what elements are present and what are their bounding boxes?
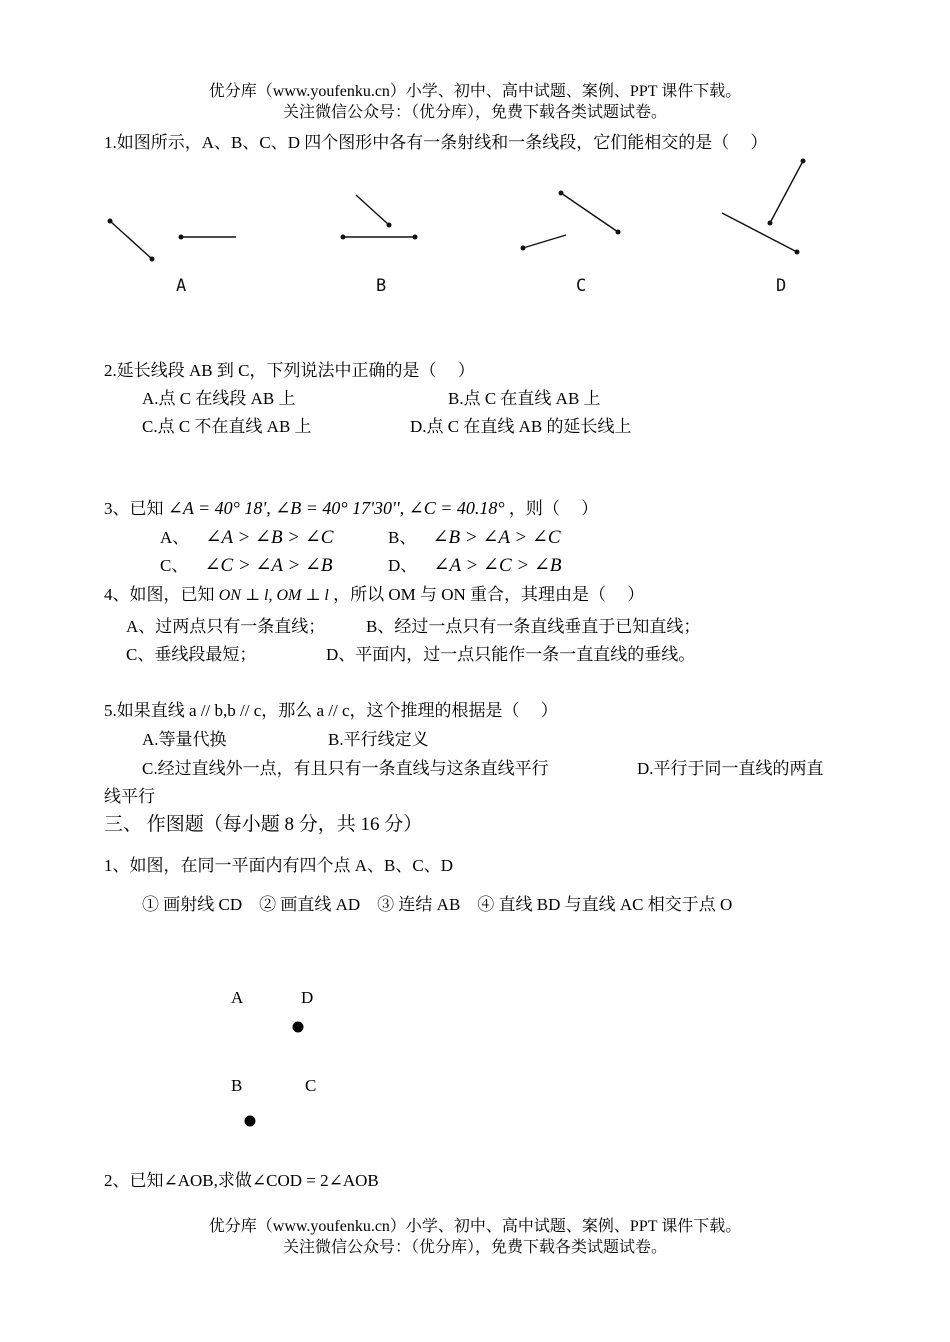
question-2-option-a: A.点 C 在线段 AB 上 <box>142 389 296 408</box>
footer-line-1: 优分库（www.youfenku.cn）小学、初中、高中试题、案例、PPT 课件下载。 <box>208 1218 742 1235</box>
footer-line-2: 关注微信公众号：（优分库），免费下载各类试题试卷。 <box>282 1239 667 1256</box>
figure-d-point <box>795 250 800 255</box>
drawing-2-text: 2、已知∠AOB,求做∠COD = 2∠AOB <box>104 1171 379 1190</box>
drawing-1-text: 1、如图，在同一平面内有四个点 A、B、C、D <box>104 856 453 875</box>
question-3-prefix: 3、已知 <box>104 499 164 518</box>
figure-b-ray <box>356 195 389 225</box>
figure-c-ray <box>523 235 566 248</box>
figure-label-a: A <box>176 276 187 296</box>
header-line-1: 优分库（www.youfenku.cn）小学、初中、高中试题、案例、PPT 课件下载。 <box>208 83 742 100</box>
figure-b-point <box>341 235 346 240</box>
figure-a-point <box>150 257 155 262</box>
question-2-text: 2.延长线段 AB 到 C，下列说法中正确的是（ ） <box>104 361 475 380</box>
question-2-option-d: D.点 C 在直线 AB 的延长线上 <box>410 417 632 436</box>
figure-d-point <box>801 159 806 164</box>
question-2-option-b: B.点 C 在直线 AB 上 <box>448 389 601 408</box>
figure-a-segment <box>110 221 152 259</box>
point-d-dot <box>293 1022 304 1033</box>
question-5-option-b: B.平行线定义 <box>328 730 429 749</box>
question-5-option-d: D.平行于同一直线的两直 <box>637 759 824 778</box>
figure-c-point <box>616 230 621 235</box>
figure-c-segment <box>561 193 618 232</box>
question-3-formula: ∠A = 40° 18', ∠B = 40° 17'30'', ∠C = 40.18° <box>167 498 505 518</box>
question-3-option-b: B、 ∠B > ∠A > ∠C <box>388 527 561 548</box>
drawing-2-clip <box>104 1166 379 1190</box>
question-5-option-d-wrap: 线平行 <box>104 787 155 806</box>
figure-d-ray <box>722 213 797 252</box>
question-2-option-c: C.点 C 不在直线 AB 上 <box>142 417 312 436</box>
point-label-b: B <box>231 1076 243 1095</box>
section-3-title: 三、 作图题（每小题 8 分，共 16 分） <box>104 814 423 835</box>
question-1-text: 1.如图所示，A、B、C、D 四个图形中各有一条射线和一条线段，它们能相交的是（ ） <box>104 133 768 152</box>
point-label-a: A <box>231 988 244 1007</box>
question-4-option-c: C、垂线段最短； <box>126 645 257 664</box>
figure-c-point <box>521 246 526 251</box>
question-4-formula: ON ⊥ l, OM ⊥ l <box>218 587 329 604</box>
figure-label-b: B <box>376 276 387 296</box>
question-4-prefix: 4、如图，已知 <box>104 585 215 604</box>
question-3-option-d: D、 ∠A > ∠C > ∠B <box>388 555 562 576</box>
figure-b-point <box>387 223 392 228</box>
figure-label-d: D <box>776 276 787 296</box>
question-3-option-c: C、 ∠C > ∠A > ∠B <box>160 555 333 576</box>
figure-a-point <box>179 235 184 240</box>
question-4-option-a: A、过两点只有一条直线； <box>126 617 326 636</box>
figure-c-point <box>559 191 564 196</box>
figure-d-segment <box>770 161 803 223</box>
question-3-suffix: ，则（ ） <box>508 499 599 518</box>
drawing-1-points <box>0 1000 950 1140</box>
figure-label-c: C <box>576 276 587 296</box>
question-1-figures <box>0 0 950 320</box>
question-3-line <box>104 494 598 519</box>
question-4-line <box>104 580 644 605</box>
question-3-option-a: A、 ∠A > ∠B > ∠C <box>160 527 334 548</box>
drawing-1-tasks: ① 画射线 CD ② 画直线 AD ③ 连结 AB ④ 直线 BD 与直线 AC 相交于点 O <box>142 895 733 914</box>
question-5-option-a: A.等量代换 <box>142 730 227 749</box>
figure-b-point <box>413 235 418 240</box>
question-5-text: 5.如果直线 a // b,b // c，那么 a // c，这个推理的根据是（ ） <box>104 701 558 720</box>
point-b-dot <box>245 1116 256 1127</box>
figure-d-point <box>768 221 773 226</box>
question-4-suffix: ，所以 OM 与 ON 重合，其理由是（ ） <box>333 585 645 604</box>
point-label-c: C <box>305 1076 317 1095</box>
question-4-option-b: B、经过一点只有一条直线垂直于已知直线； <box>366 617 701 636</box>
figure-a-point <box>108 219 113 224</box>
header-line-2: 关注微信公众号：（优分库），免费下载各类试题试卷。 <box>282 104 667 121</box>
point-label-d: D <box>301 988 314 1007</box>
question-4-option-d: D、平面内，过一点只能作一条一直直线的垂线。 <box>326 645 696 664</box>
question-5-option-c: C.经过直线外一点，有且只有一条直线与这条直线平行 <box>142 759 549 778</box>
